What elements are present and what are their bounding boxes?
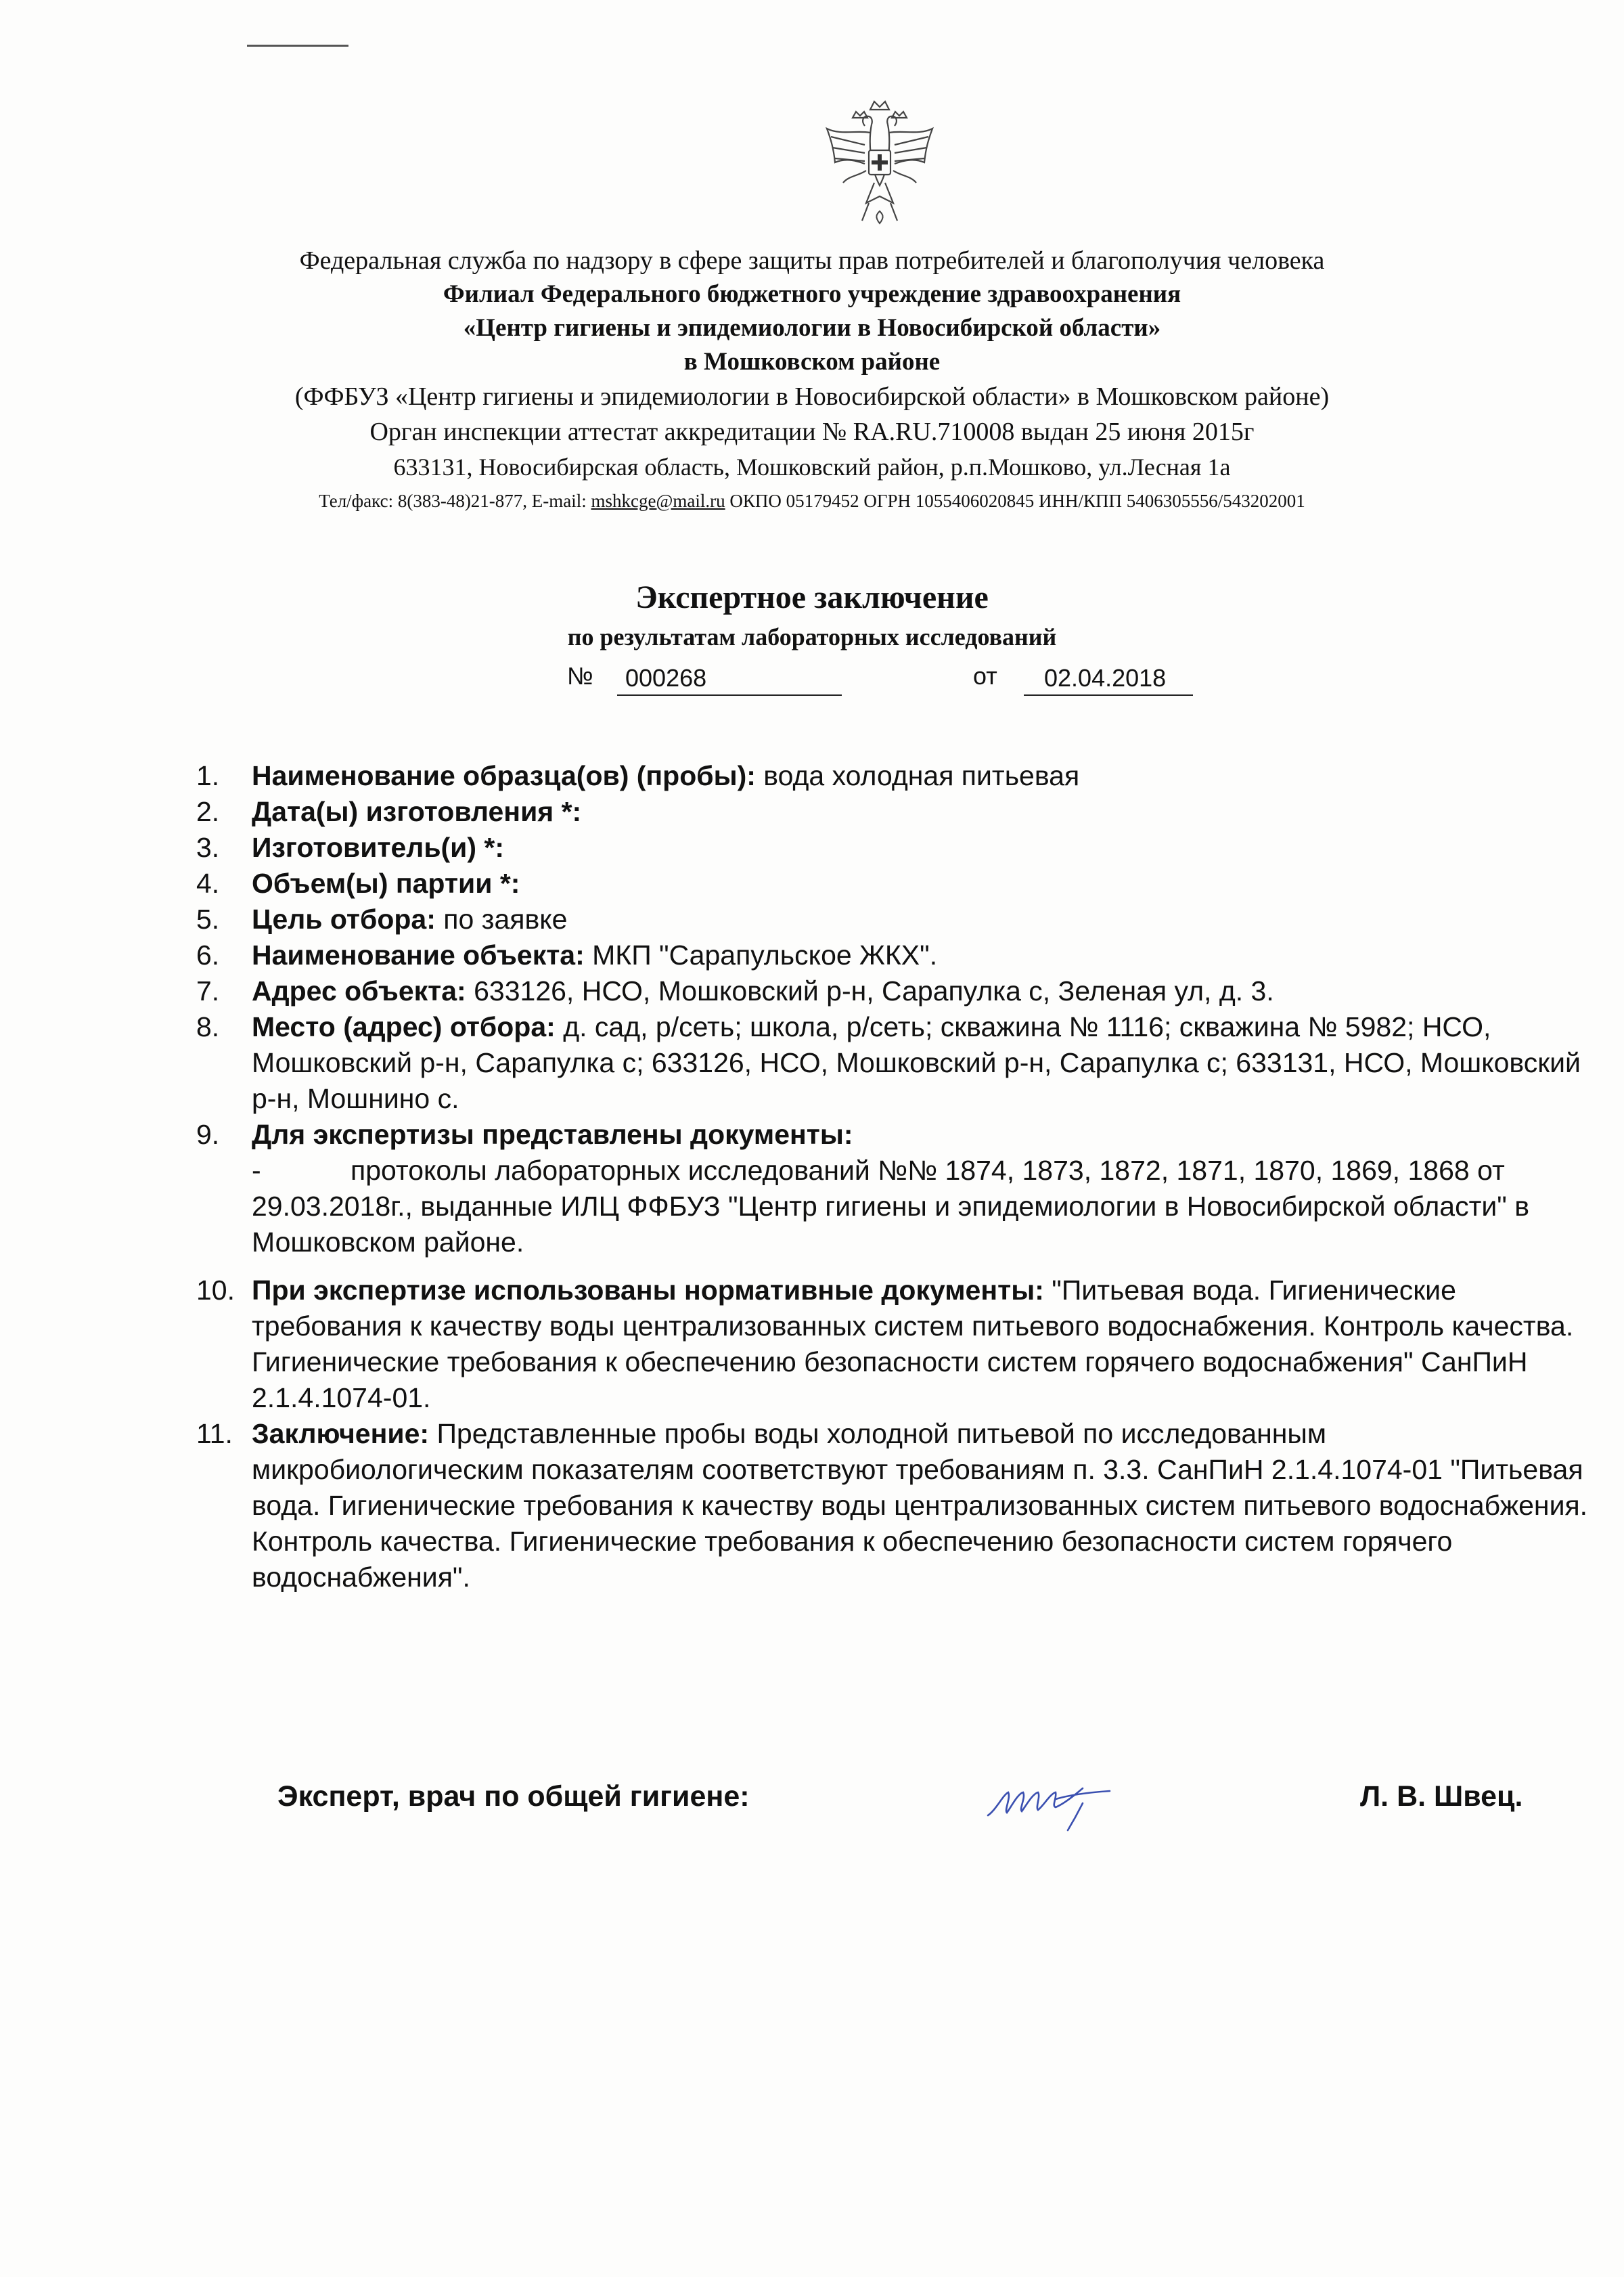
item-text: 633126, НСО, Мошковский р-н, Сарапулка с, Зеленая ул, д. 3. — [466, 975, 1274, 1007]
item-label: Дата(ы) изготовления *: — [252, 796, 582, 827]
item-text: МКП "Сарапульское ЖКХ". — [584, 939, 938, 971]
list-item — [196, 1273, 1604, 1416]
document-sublist — [252, 1153, 1604, 1260]
item-text: Представленные пробы воды холодной питьевой по исследованным микробиологическим показателям соответствуют требованиям п. 3.3. СанПиН 2.1.4.1074-01 "Питьевая вода. Гигиенические требования к качеству воды централизованных систем питьевого водоснабжения. Контроль качества. Гигиенические требования к обеспечению безопасности систем горячего водоснабжения". — [252, 1418, 1588, 1593]
item-text: "Питьевая вода. Гигиенические требования к качеству воды централизованных систем питьевого водоснабжения. Контроль качества. Гигиенические требования к обеспечению безопасности систем горячего водоснабжения" СанПиН 2.1.4.1074-01. — [252, 1275, 1574, 1413]
item-number: 3. — [196, 832, 220, 863]
item-number: 4. — [196, 868, 220, 899]
list-item — [196, 973, 1604, 1009]
item-label: Объем(ы) партии *: — [252, 868, 520, 899]
list-item — [196, 902, 1604, 937]
item-number: 11. — [196, 1418, 233, 1449]
item-label: Заключение: — [252, 1418, 430, 1449]
branch-name-line-3: в Мошковском районе — [683, 348, 941, 376]
item-number: 9. — [196, 1119, 220, 1150]
signatory-title: Эксперт, врач по общей гигиене: — [277, 1780, 750, 1813]
handwritten-signature — [981, 1773, 1137, 1834]
organization-header — [162, 244, 1462, 514]
item-label: Наименование образца(ов) (пробы): — [252, 760, 756, 791]
list-item — [196, 1117, 1604, 1260]
findings-list — [196, 758, 1604, 1595]
item-label: Адрес объекта: — [252, 975, 466, 1007]
item-label: Изготовитель(и) *: — [252, 832, 505, 863]
contacts-suffix: ОКПО 05179452 ОГРН 1055406020845 ИНН/КПП 5406305556/543202001 — [725, 491, 1305, 511]
email-link[interactable]: mshkcge@mail.ru — [591, 491, 725, 511]
date-label: от — [973, 662, 997, 690]
item-number: 7. — [196, 975, 220, 1007]
item-number: 10. — [196, 1275, 235, 1306]
accreditation-line: Орган инспекции аттестат аккредитации № RA.RU.710008 выдан 25 июня 2015г — [369, 418, 1255, 446]
item-text: д. сад, р/сеть; школа, р/сеть; скважина № 1116; скважина № 5982; НСО, Мошковский р-н, Сарапулка с; 633126, НСО, Мошковский р-н, Сарапулка с; 633131, НСО, Мошковский р-н, Мошнино с. — [252, 1011, 1581, 1114]
list-item — [196, 937, 1604, 973]
document-title: Экспертное заключение — [635, 579, 989, 615]
item-label: Наименование объекта: — [252, 939, 585, 971]
item-number: 8. — [196, 1011, 220, 1042]
item-label: При экспертизе использованы нормативные документы: — [252, 1275, 1044, 1306]
item-number: 1. — [196, 760, 220, 791]
list-item — [196, 794, 1604, 830]
corner-line — [247, 45, 348, 47]
item-number: 2. — [196, 796, 220, 827]
rospotrebnadzor-emblem-icon — [812, 95, 947, 237]
item-text: вода холодная питьевая — [755, 760, 1080, 791]
contacts-line — [162, 487, 1462, 514]
list-item — [196, 866, 1604, 902]
item-text: по заявке — [435, 904, 568, 935]
number-label: № — [567, 662, 593, 690]
document-date: 02.04.2018 — [1024, 662, 1193, 696]
document-number: 000268 — [617, 662, 842, 696]
item-label: Цель отбора: — [252, 904, 436, 935]
contacts-prefix: Тел/факс: 8(383-48)21-877, E-mail: — [319, 491, 591, 511]
item-label: Для экспертизы представлены документы: — [252, 1119, 853, 1150]
item-label: Место (адрес) отбора: — [252, 1011, 556, 1042]
sub-item-dash: - — [252, 1155, 261, 1186]
branch-name-line-1: Филиал Федерального бюджетного учреждение здравоохранения — [443, 280, 1181, 308]
organization-address: 633131, Новосибирская область, Мошковский район, р.п.Мошково, ул.Лесная 1а — [393, 454, 1231, 481]
list-item — [196, 758, 1604, 794]
document-subtitle: по результатам лабораторных исследований — [567, 623, 1057, 650]
signatory-name: Л. В. Швец. — [1360, 1780, 1523, 1813]
list-item — [196, 1416, 1604, 1595]
item-number: 5. — [196, 904, 220, 935]
sub-item-text: протоколы лабораторных исследований №№ 1874, 1873, 1872, 1871, 1870, 1869, 1868 от 29.03.2018г., выданные ИЛЦ ФФБУЗ "Центр гигиены и эпидемиологии в Новосибирской области" в Мошковском районе. — [252, 1155, 1530, 1258]
branch-abbreviation: (ФФБУЗ «Центр гигиены и эпидемиологии в Новосибирской области» в Мошковском районе) — [294, 382, 1330, 411]
list-item — [196, 830, 1604, 866]
branch-name-line-2: «Центр гигиены и эпидемиологии в Новосибирской области» — [463, 314, 1161, 342]
item-number: 6. — [196, 939, 220, 971]
list-item — [196, 1009, 1604, 1117]
agency-name: Федеральная служба по надзору в сфере защиты прав потребителей и благополучия человека — [299, 246, 1325, 275]
